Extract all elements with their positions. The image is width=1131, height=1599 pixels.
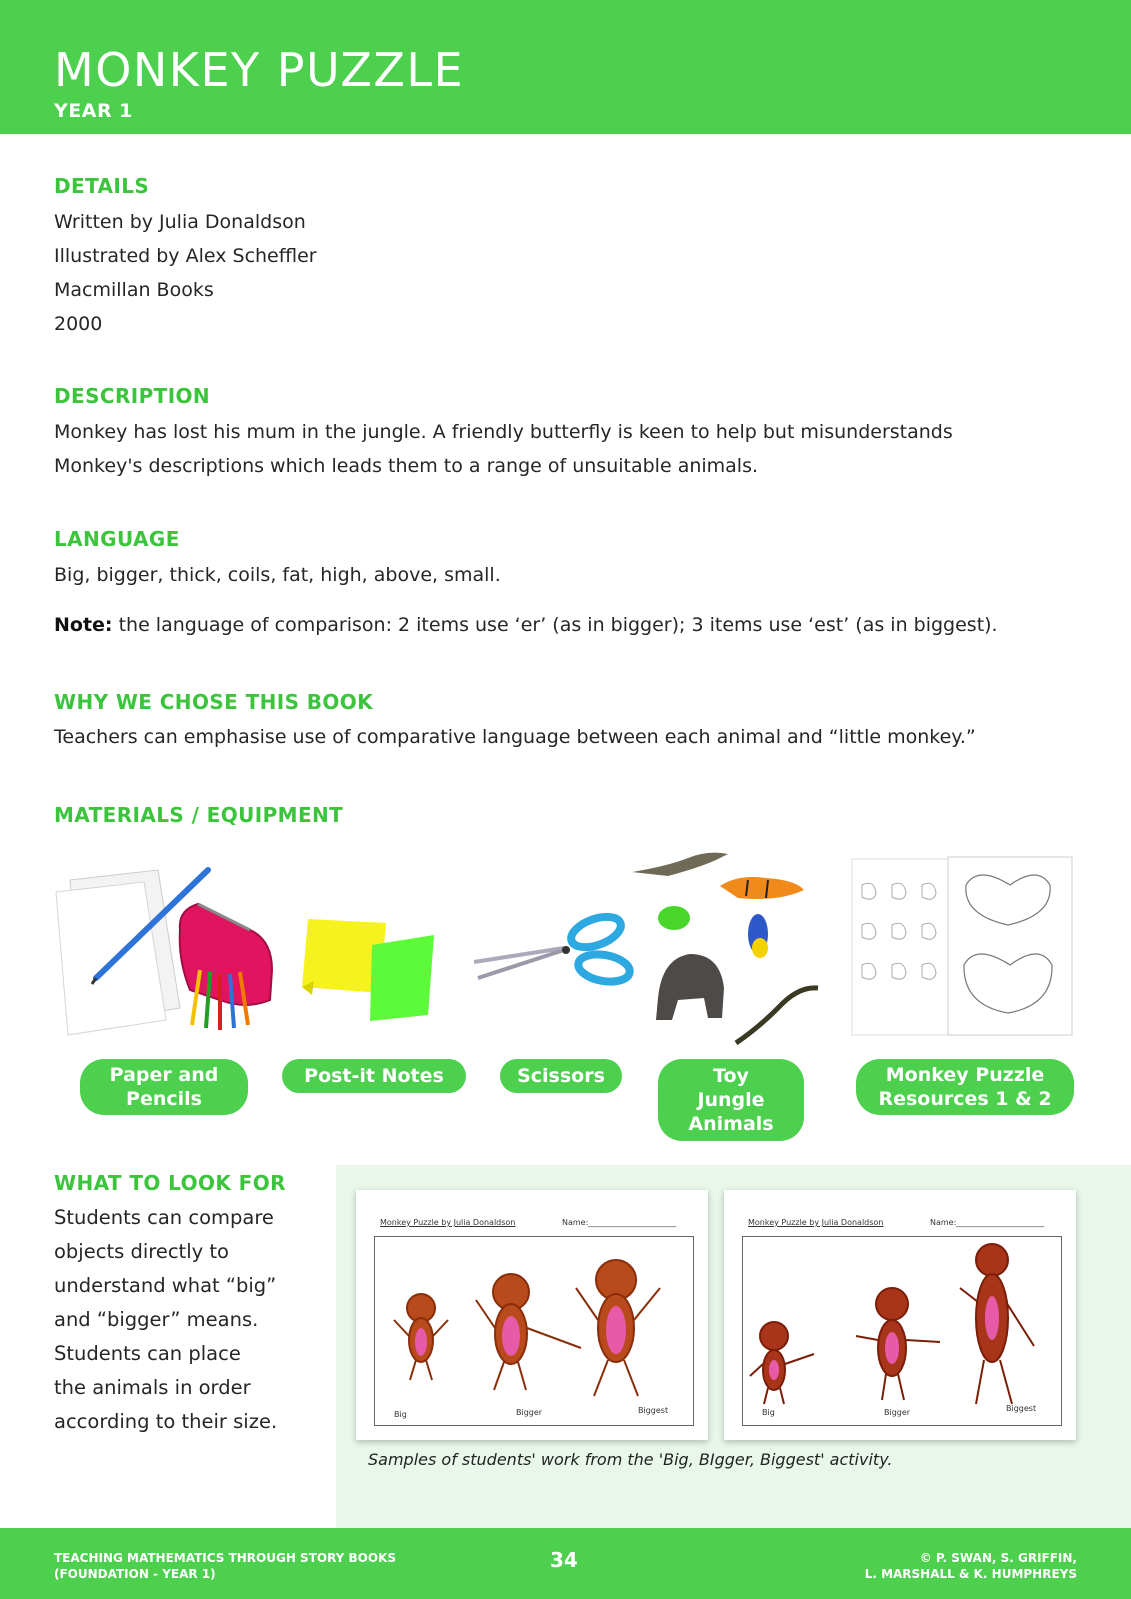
why-text: Teachers can emphasise use of comparative language between each animal and “little monkey.” <box>54 726 976 748</box>
label-big: Big <box>762 1408 775 1417</box>
note-label: Note: <box>54 614 113 636</box>
tiger-icon <box>720 877 804 899</box>
material-toy-jungle-animals: Toy Jungle Animals <box>658 1059 804 1141</box>
page-number: 34 <box>550 1548 578 1572</box>
description-body <box>54 415 953 483</box>
label-biggest: Biggest <box>638 1406 669 1415</box>
look-for-line: the animals in order <box>54 1376 251 1399</box>
details-author: Written by Julia Donaldson <box>54 211 306 233</box>
sample-name-field: Name:______________________ <box>562 1218 677 1227</box>
why-body <box>54 720 976 754</box>
label-big: Big <box>394 1410 407 1419</box>
material-post-it-notes: Post-it Notes <box>282 1059 466 1093</box>
language-body <box>54 558 501 592</box>
material-paper-and-pencils: Paper and Pencils <box>80 1059 248 1115</box>
snake-icon <box>736 988 818 1043</box>
frog-icon <box>658 906 690 930</box>
label-bigger: Bigger <box>884 1408 911 1417</box>
details-year: 2000 <box>54 313 103 335</box>
page-footer <box>0 1528 1131 1599</box>
description-line: Monkey has lost his mum in the jungle. A friendly butterfly is keen to help but misunderstands <box>54 421 953 443</box>
paper-and-pencils-image <box>50 860 280 1040</box>
language-note <box>54 608 998 642</box>
page-header <box>0 0 1131 134</box>
student-sample-1 <box>356 1190 708 1440</box>
gorilla-icon <box>656 954 724 1020</box>
samples-caption: Samples of students' work from the 'Big, BIgger, Biggest' activity. <box>368 1450 893 1469</box>
footer-right <box>865 1550 1077 1582</box>
footer-left <box>54 1550 396 1582</box>
label-biggest: Biggest <box>1006 1404 1037 1413</box>
crocodile-icon <box>632 853 728 876</box>
look-for-body <box>54 1201 277 1439</box>
material-monkey-puzzle-resources: Monkey Puzzle Resources 1 & 2 <box>856 1059 1074 1115</box>
monkey-puzzle-resources-image <box>848 855 1078 1040</box>
student-sample-2 <box>724 1190 1076 1440</box>
note-text: the language of comparison: 2 items use ‘er’ (as in bigger); 3 items use ‘est’ (as in biggest). <box>112 614 998 636</box>
footer-book-title: TEACHING MATHEMATICS THROUGH STORY BOOKS <box>54 1551 397 1565</box>
material-scissors: Scissors <box>500 1059 622 1093</box>
look-for-line: understand what “big” <box>54 1274 277 1297</box>
footer-copyright-line: L. MARSHALL & K. HUMPHREYS <box>864 1567 1077 1581</box>
footer-copyright-line: © P. SWAN, S. GRIFFIN, <box>919 1551 1077 1565</box>
post-it-notes-image <box>300 915 435 1025</box>
look-for-line: Students can place <box>54 1342 241 1365</box>
description-heading: DESCRIPTION <box>54 384 211 408</box>
monkey-drawings <box>376 1240 686 1420</box>
look-for-line: according to their size. <box>54 1410 278 1433</box>
label-bigger: Bigger <box>516 1408 543 1417</box>
details-heading: DETAILS <box>54 174 150 198</box>
description-line: Monkey's descriptions which leads them to a range of unsuitable animals. <box>54 455 759 477</box>
look-for-heading: WHAT TO LOOK FOR <box>54 1171 286 1195</box>
language-words: Big, bigger, thick, coils, fat, high, above, small. <box>54 564 501 586</box>
look-for-line: objects directly to <box>54 1240 229 1263</box>
details-publisher: Macmillan Books <box>54 279 214 301</box>
sample-sheet-title: Monkey Puzzle by Julia Donaldson <box>748 1218 884 1227</box>
page-subtitle: YEAR 1 <box>54 100 133 122</box>
bear-drawings <box>744 1236 1054 1422</box>
details-body <box>54 205 317 341</box>
sample-name-field: Name:______________________ <box>930 1218 1045 1227</box>
scissors-image <box>472 910 642 990</box>
materials-heading: MATERIALS / EQUIPMENT <box>54 803 344 827</box>
page-title: MONKEY PUZZLE <box>54 43 465 97</box>
details-illustrator: Illustrated by Alex Scheffler <box>54 245 317 267</box>
look-for-line: and “bigger” means. <box>54 1308 259 1331</box>
sample-sheet-title: Monkey Puzzle by Julia Donaldson <box>380 1218 516 1227</box>
footer-book-level: (FOUNDATION - YEAR 1) <box>54 1567 216 1581</box>
why-heading: WHY WE CHOSE THIS BOOK <box>54 690 374 714</box>
toy-jungle-animals-image <box>628 838 833 1053</box>
language-heading: LANGUAGE <box>54 527 180 551</box>
look-for-line: Students can compare <box>54 1206 274 1229</box>
